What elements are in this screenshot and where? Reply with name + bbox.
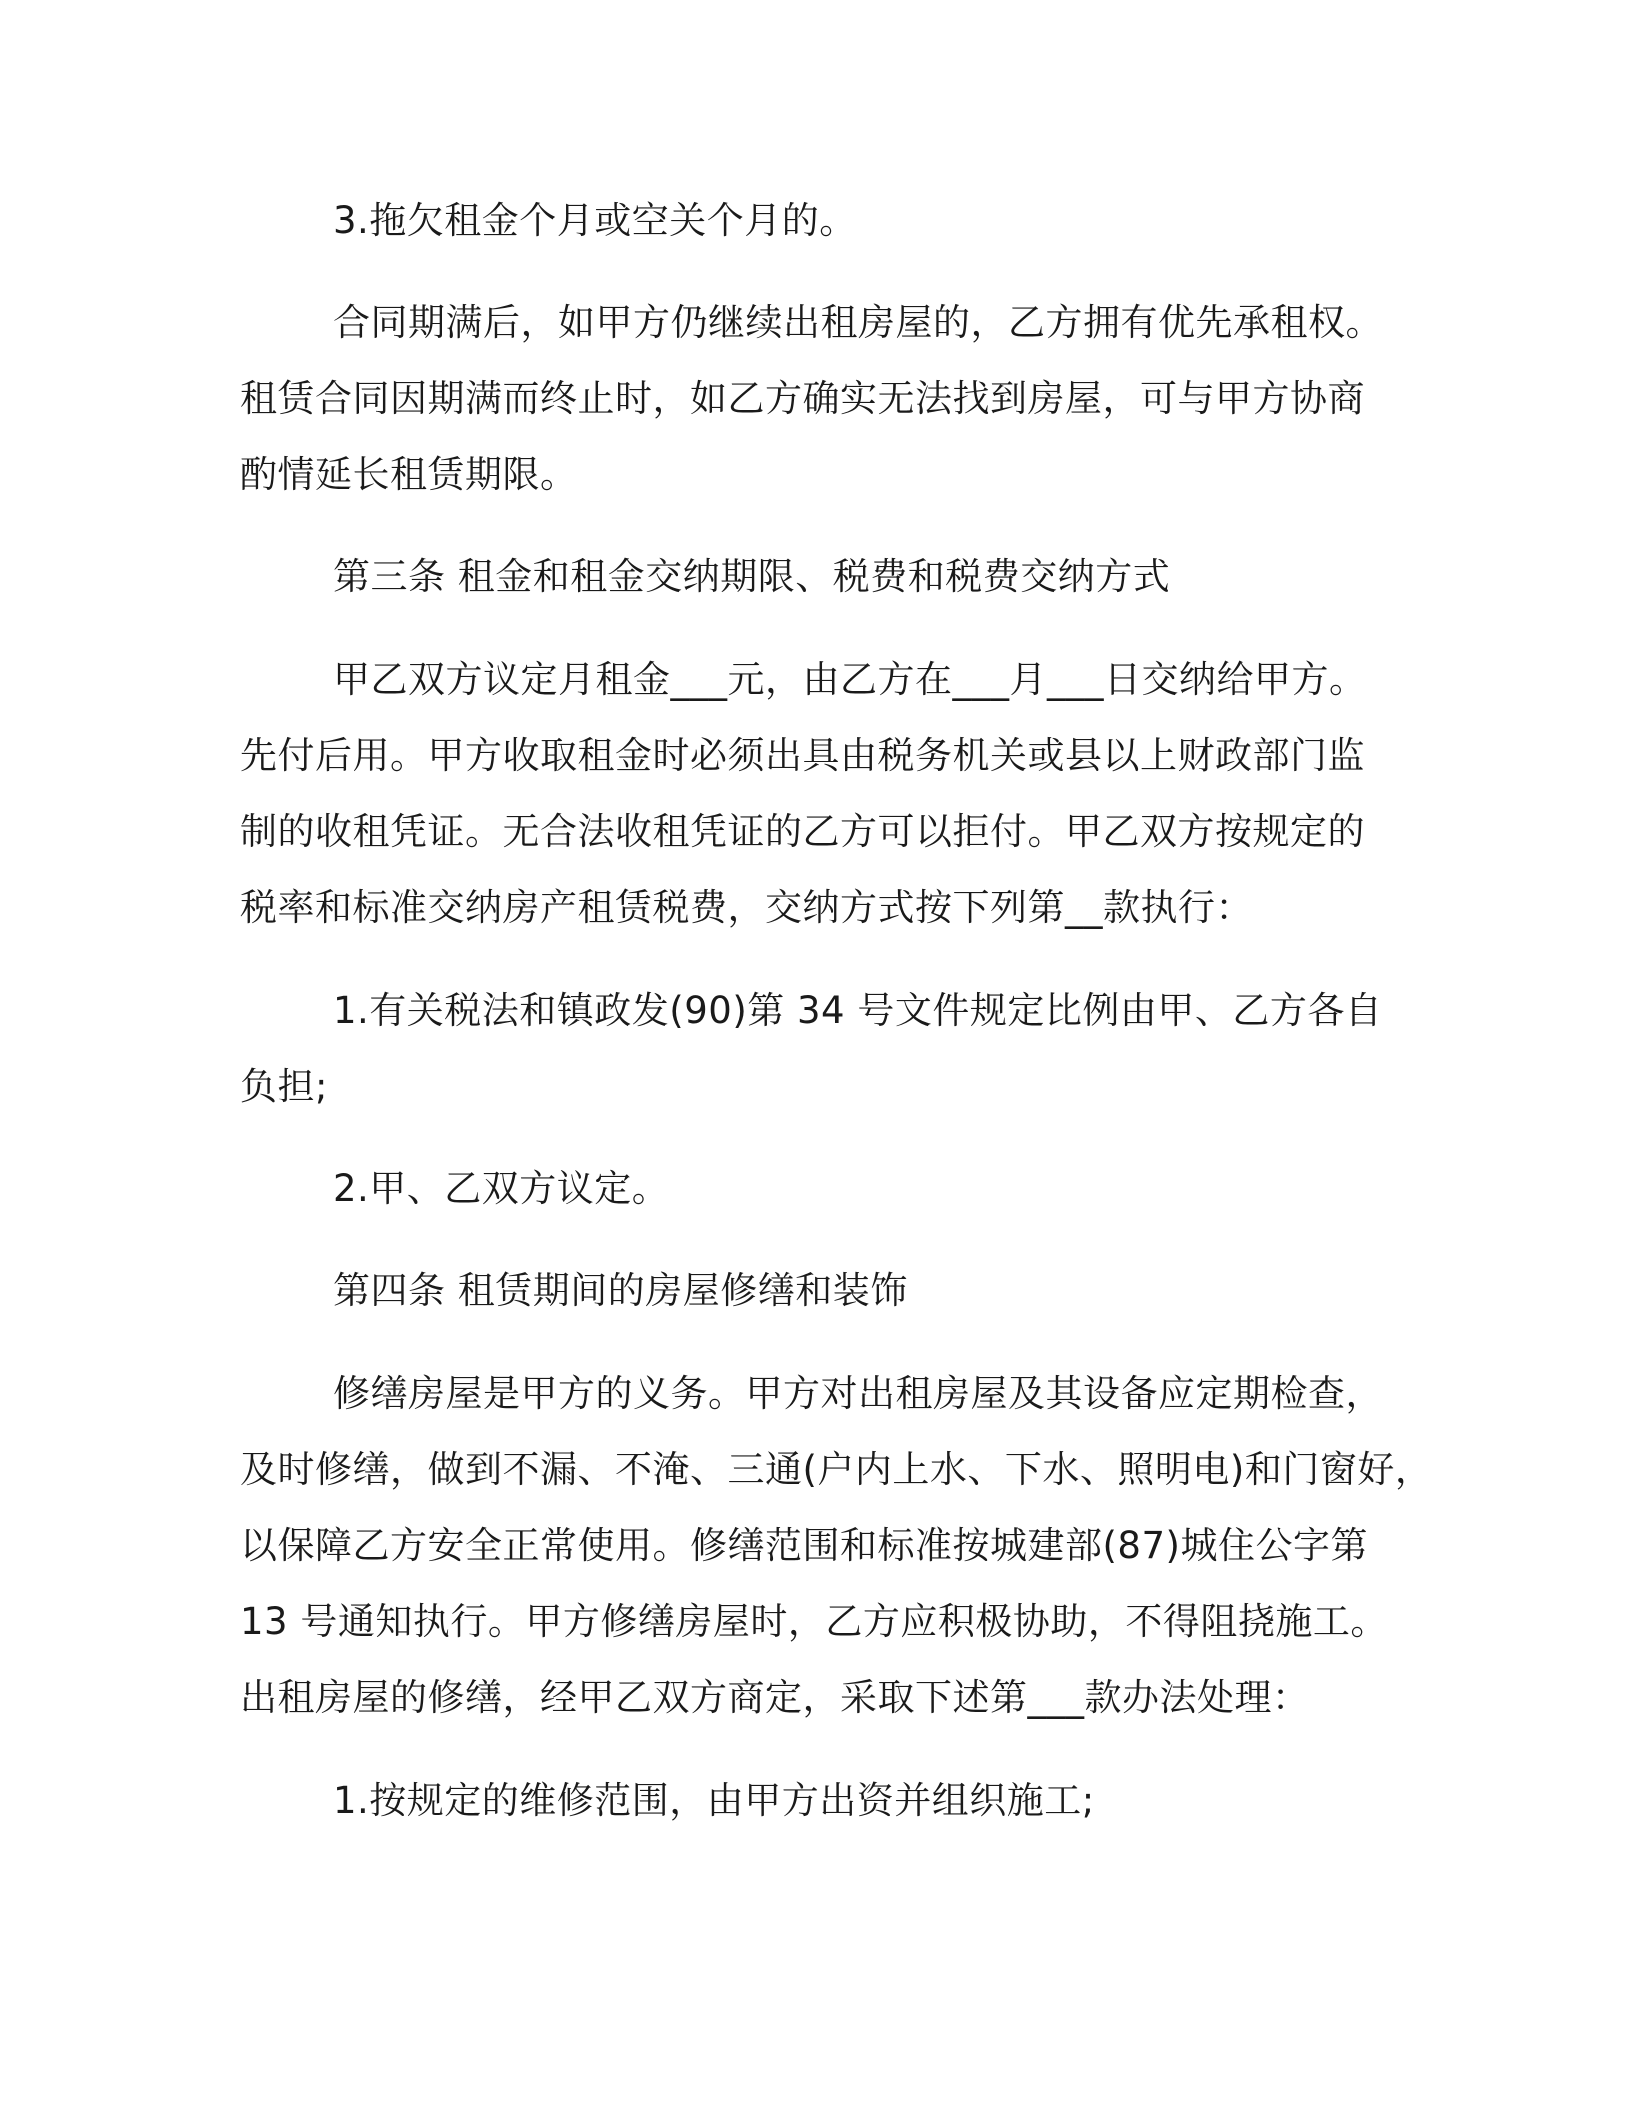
text-line: 1.按规定的维修范围，由甲方出资并组织施工;: [333, 1779, 1095, 1822]
text-line: 负担;: [240, 1065, 328, 1108]
text-line: 出租房屋的修缮，经甲乙双方商定，采取下述第___款办法处理：: [240, 1676, 1310, 1719]
text-line: 酌情延长租赁期限。: [240, 453, 578, 496]
text-line: 3.拖欠租金个月或空关个月的。: [333, 199, 857, 242]
text-line: 13 号通知执行。甲方修缮房屋时，乙方应积极协助，不得阻挠施工。: [240, 1600, 1388, 1643]
text-line: 修缮房屋是甲方的义务。甲方对出租房屋及其设备应定期检查，: [333, 1372, 1383, 1415]
text-line: 以保障乙方安全正常使用。修缮范围和标准按城建部(87)城住公字第: [240, 1524, 1368, 1567]
text-line: 合同期满后，如甲方仍继续出租房屋的，乙方拥有优先承租权。: [333, 301, 1383, 344]
section-heading: 第三条 租金和租金交纳期限、税费和税费交纳方式: [333, 555, 1171, 598]
section-heading: 第四条 租赁期间的房屋修缮和装饰: [333, 1269, 908, 1312]
text-line: 税率和标准交纳房产租赁税费，交纳方式按下列第__款执行：: [240, 886, 1253, 929]
text-line: 租赁合同因期满而终止时，如乙方确实无法找到房屋，可与甲方协商: [240, 377, 1365, 420]
text-line: 及时修缮，做到不漏、不淹、三通(户内上水、下水、照明电)和门窗好，: [240, 1448, 1433, 1491]
text-line: 制的收租凭证。无合法收租凭证的乙方可以拒付。甲乙双方按规定的: [240, 810, 1365, 853]
text-line: 1.有关税法和镇政发(90)第 34 号文件规定比例由甲、乙方各自: [333, 989, 1383, 1032]
text-line: 甲乙双方议定月租金___元，由乙方在___月___日交纳给甲方。: [333, 658, 1367, 701]
text-line: 先付后用。甲方收取租金时必须出具由税务机关或县以上财政部门监: [240, 734, 1365, 777]
text-line: 2.甲、乙双方议定。: [333, 1167, 670, 1210]
